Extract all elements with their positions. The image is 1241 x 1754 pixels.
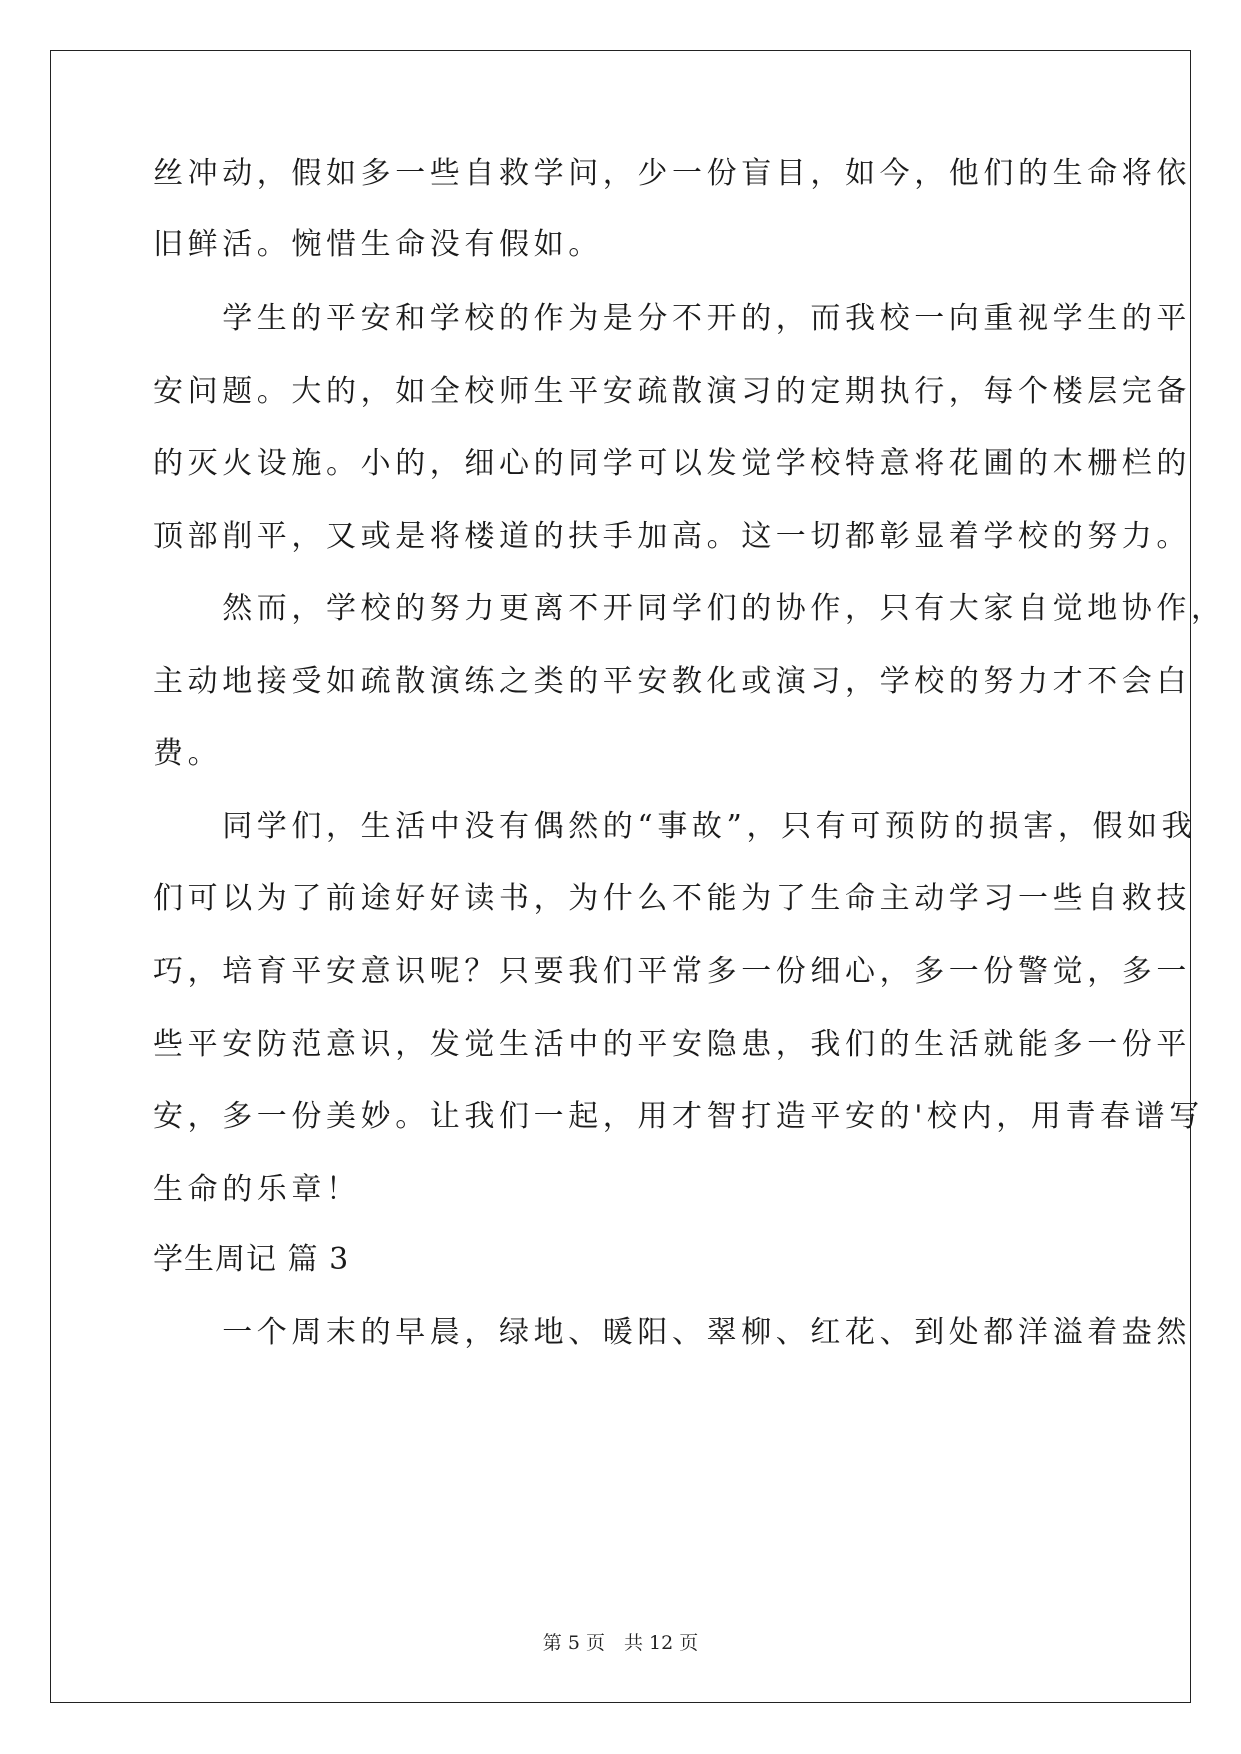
text-line: 旧鲜活。惋惜生命没有假如。 <box>153 227 603 262</box>
text-line: 巧，培育平安意识呢？只要我们平常多一份细心，多一份警觉，多一 <box>153 954 1191 989</box>
text-line: 生命的乐章！ <box>153 1172 361 1207</box>
text-line: 安问题。大的，如全校师生平安疏散演习的定期执行，每个楼层完备 <box>153 374 1191 409</box>
text-line: 丝冲动，假如多一些自救学问，少一份盲目，如今，他们的生命将依 <box>153 156 1191 191</box>
page-number-footer: 第 5 页 共 12 页 <box>542 1632 699 1654</box>
text-line: 一个周末的早晨，绿地、暖阳、翠柳、红花、到处都洋溢着盎然 <box>153 1315 1191 1350</box>
text-line: 安，多一份美妙。让我们一起，用才智打造平安的'校内，用青春谱写 <box>153 1099 1204 1134</box>
section-heading: 学生周记 篇 3 <box>153 1242 350 1277</box>
text-line: 的灭火设施。小的，细心的同学可以发觉学校特意将花圃的木栅栏的 <box>153 446 1191 481</box>
text-line: 们可以为了前途好好读书，为什么不能为了生命主动学习一些自救技 <box>153 881 1191 916</box>
text-line: 顶部削平，又或是将楼道的扶手加高。这一切都彰显着学校的努力。 <box>153 519 1191 554</box>
text-line: 同学们，生活中没有偶然的“事故”，只有可预防的损害，假如我 <box>153 809 1197 844</box>
text-line: 主动地接受如疏散演练之类的平安教化或演习，学校的努力才不会白 <box>153 664 1191 699</box>
text-line: 然而，学校的努力更离不开同学们的协作，只有大家自觉地协作， <box>153 591 1226 626</box>
text-line: 费。 <box>153 736 223 771</box>
text-line: 些平安防范意识，发觉生活中的平安隐患，我们的生活就能多一份平 <box>153 1027 1191 1062</box>
text-line: 学生的平安和学校的作为是分不开的，而我校一向重视学生的平 <box>153 301 1191 336</box>
page-border <box>50 50 1191 1703</box>
